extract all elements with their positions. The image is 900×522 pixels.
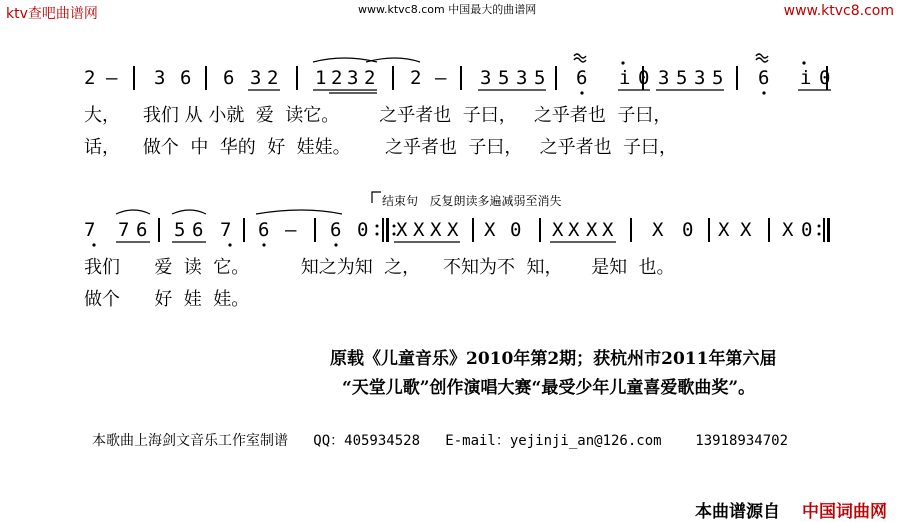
score-note: X [602, 219, 614, 241]
site-logo-text[interactable]: ktv查吧曲谱网 [6, 6, 98, 22]
score-note: 6 [330, 219, 342, 241]
score-note: X [430, 219, 442, 241]
score-note: 3 [154, 67, 166, 89]
bracket-mark [370, 190, 382, 204]
source-site-link[interactable]: 中国词曲网 [802, 502, 887, 522]
score-note: 5 [498, 67, 510, 89]
score-note: 7 [84, 219, 96, 241]
score-note: – [106, 67, 118, 89]
lyrics-verse-2-end: 做个 好 娃 娃。 [84, 289, 250, 310]
score-note: 6 [576, 67, 588, 89]
score-note: 2 [331, 67, 343, 89]
score-note: 6 [136, 219, 148, 241]
score-note: 3 [480, 67, 492, 89]
publication-note-line-1: 原载《儿童音乐》2010年第2期；获杭州市2011年第六届 [330, 349, 777, 369]
score-note: 5 [676, 67, 688, 89]
score-note: 0 [819, 67, 831, 89]
score-note: X [718, 219, 730, 241]
notation-marks [78, 66, 838, 96]
lyrics-verse-2: 话， 做个 中 华的 好 娃娃。 之乎者也 子曰， 之乎者也 子曰， [84, 137, 678, 158]
score-note: 0 [638, 67, 650, 89]
score-note: 0 [510, 219, 522, 241]
score-note: 5 [534, 67, 546, 89]
score-note: X [586, 219, 598, 241]
score-note: 2 [410, 67, 422, 89]
score-note: 1 [315, 67, 327, 89]
score-note: 0 [357, 219, 369, 241]
score-note: X [652, 219, 664, 241]
score-note: – [285, 219, 297, 241]
score-note: 7 [118, 219, 130, 241]
score-note: X [413, 219, 425, 241]
score-note: 5 [712, 67, 724, 89]
site-url[interactable]: www.ktvc8.com [783, 3, 894, 19]
score-note: 6 [192, 219, 204, 241]
score-note: 0 [801, 219, 813, 241]
score-row-1 [78, 66, 838, 94]
score-note: 2 [267, 67, 279, 89]
score-note: 6 [180, 67, 192, 89]
score-note: i [800, 67, 812, 89]
score-note: 3 [516, 67, 528, 89]
score-note: 2 [364, 67, 376, 89]
score-note: X [447, 219, 459, 241]
score-note: 3 [658, 67, 670, 89]
score-note: 3 [250, 67, 262, 89]
score-note: 6 [223, 67, 235, 89]
site-tagline[interactable]: www.ktvc8.com 中国最大的曲谱网 [358, 3, 537, 16]
score-row-2 [78, 218, 838, 246]
score-note: 6 [758, 67, 770, 89]
score-note: 5 [174, 219, 186, 241]
score-note: X [484, 219, 496, 241]
publication-note-line-2: “天堂儿歌”创作演唱大赛“最受少年儿童喜爱歌曲奖”。 [342, 378, 756, 398]
score-note: X [568, 219, 580, 241]
source-label: 本曲谱源自 [695, 502, 780, 522]
credits-line: 本歌曲上海剑文音乐工作室制谱 QQ：405934528 E-mail：yejinji_an@126.com 13918934702 [92, 433, 789, 449]
score-note: X [396, 219, 408, 241]
lyrics-verse-1: 大， 我们 从 小就 爱 读它。 之乎者也 子曰， 之乎者也 子曰， [84, 105, 672, 126]
performance-hint: 结束句 反复朗读多遍减弱至消失 [382, 194, 562, 208]
score-note: X [782, 219, 794, 241]
score-note: 3 [694, 67, 706, 89]
score-note: X [552, 219, 564, 241]
score-note: X [740, 219, 752, 241]
score-note: 3 [347, 67, 359, 89]
score-note: 6 [258, 219, 270, 241]
lyrics-verse-1-end: 我们 爱 读 它。 知之为知 之， 不知为不 知， 是知 也。 [84, 257, 675, 278]
score-note: 0 [682, 219, 694, 241]
score-note: 7 [220, 219, 232, 241]
score-note: i [619, 67, 631, 89]
score-note: 2 [84, 67, 96, 89]
score-note: – [435, 67, 447, 89]
